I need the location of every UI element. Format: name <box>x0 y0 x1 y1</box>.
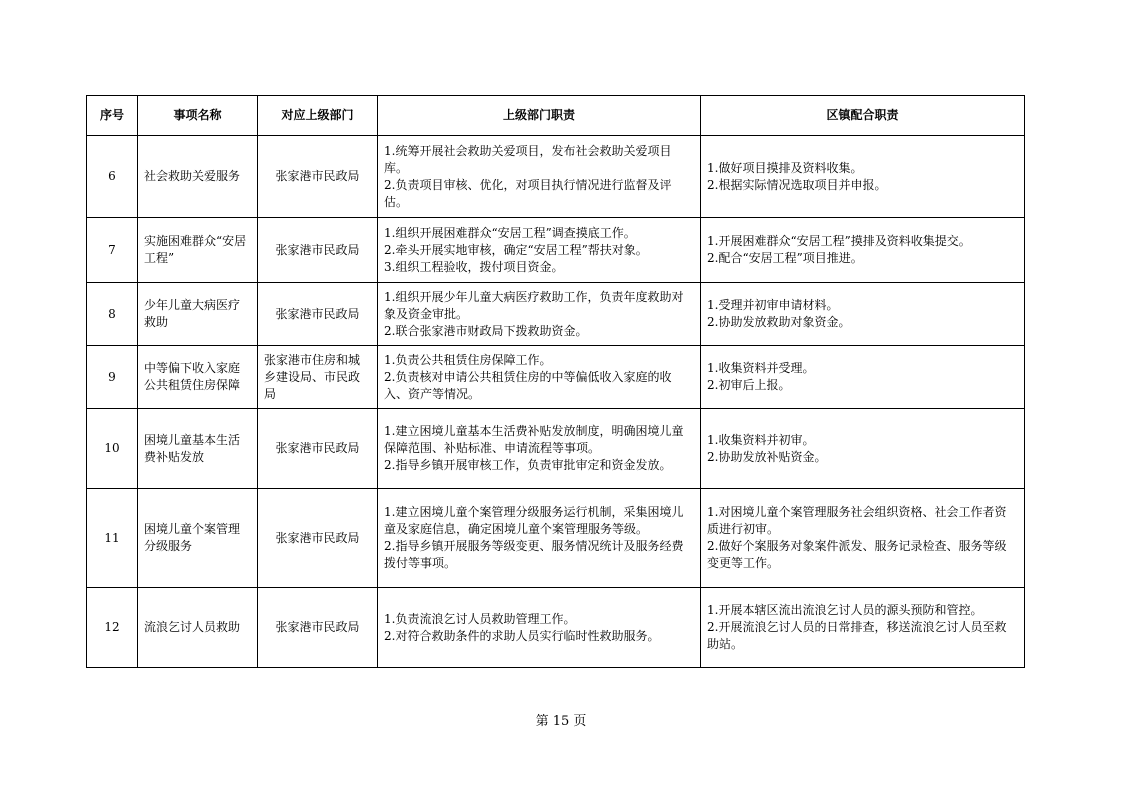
department-duties <box>378 489 701 588</box>
item-name: 中等偏下收入家庭公共租赁住房保障 <box>138 346 258 409</box>
department: 张家港市住房和城乡建设局、市民政局 <box>258 346 378 409</box>
duty-line: 1.统筹开展社会救助关爱项目，发布社会救助关爱项目库。 <box>384 143 672 175</box>
coop-line: 1.开展困难群众“安居工程”摸排及资料收集提交。 <box>707 234 971 248</box>
item-name: 社会救助关爱服务 <box>138 136 258 218</box>
coop-line: 1.收集资料并初审。 <box>707 432 815 447</box>
duty-line: 2.指导乡镇开展服务等级变更、服务情况统计及服务经费拨付等事项。 <box>384 539 684 570</box>
duty-line: 2.指导乡镇开展审核工作，负责审批审定和资金发放。 <box>384 458 672 472</box>
header-duty: 上级部门职责 <box>378 96 701 136</box>
table-row <box>87 283 1025 346</box>
item-name: 流浪乞讨人员救助 <box>138 588 258 668</box>
department-duties <box>378 136 701 218</box>
department: 张家港市民政局 <box>258 283 378 346</box>
header-no: 序号 <box>87 96 138 136</box>
table-row <box>87 489 1025 588</box>
department-duties <box>378 346 701 409</box>
item-name: 困境儿童基本生活费补贴发放 <box>138 409 258 489</box>
cooperation-duties <box>701 489 1025 588</box>
coop-line: 1.受理并初审申请材料。 <box>707 298 839 312</box>
header-row <box>87 96 1025 136</box>
duty-line: 2.牵头开展实地审核，确定“安居工程”帮扶对象。 <box>384 242 648 257</box>
duty-line: 2.联合张家港市财政局下拨救助资金。 <box>384 323 588 338</box>
header-dept: 对应上级部门 <box>258 96 378 136</box>
department: 张家港市民政局 <box>258 588 378 668</box>
coop-line: 2.根据实际情况选取项目并申报。 <box>707 177 887 192</box>
table-row <box>87 409 1025 489</box>
department: 张家港市民政局 <box>258 489 378 588</box>
coop-line: 1.收集资料并受理。 <box>707 361 815 375</box>
department-duties <box>378 218 701 283</box>
department-duties <box>378 409 701 489</box>
cooperation-duties <box>701 218 1025 283</box>
header-coop: 区镇配合职责 <box>701 96 1025 136</box>
duty-line: 1.组织开展少年儿童大病医疗救助工作，负责年度救助对象及资金审批。 <box>384 289 684 321</box>
department-duties <box>378 283 701 346</box>
duty-line: 1.负责公共租赁住房保障工作。 <box>384 352 552 367</box>
coop-line: 2.开展流浪乞讨人员的日常排查，移送流浪乞讨人员至救助站。 <box>707 620 1007 651</box>
cooperation-duties <box>701 283 1025 346</box>
page-number: 第 15 页 <box>535 714 587 729</box>
duty-line: 2.负责核对申请公共租赁住房的中等偏低收入家庭的收入、资产等情况。 <box>384 369 672 401</box>
duty-line: 1.建立困境儿童基本生活费补贴发放制度，明确困境儿童保障范围、补贴标准、申请流程等事项。 <box>384 424 684 455</box>
row-number: 7 <box>87 218 138 283</box>
coop-line: 2.初审后上报。 <box>707 378 791 392</box>
item-name: 实施困难群众“安居工程” <box>138 218 258 283</box>
cooperation-duties <box>701 346 1025 409</box>
row-number: 8 <box>87 283 138 346</box>
row-number: 6 <box>87 136 138 218</box>
row-number: 11 <box>87 489 138 588</box>
coop-line: 1.做好项目摸排及资料收集。 <box>707 160 863 175</box>
duty-line: 2.负责项目审核、优化，对项目执行情况进行监督及评估。 <box>384 177 672 209</box>
item-name: 少年儿童大病医疗救助 <box>138 283 258 346</box>
cooperation-duties <box>701 136 1025 218</box>
coop-line: 2.配合“安居工程”项目推进。 <box>707 251 863 265</box>
row-number: 9 <box>87 346 138 409</box>
table-row <box>87 346 1025 409</box>
duty-line: 3.组织工程验收，拨付项目资金。 <box>384 259 564 274</box>
table-row <box>87 588 1025 668</box>
row-number: 12 <box>87 588 138 668</box>
coop-line: 1.对困境儿童个案管理服务社会组织资格、社会工作者资质进行初审。 <box>707 505 1007 536</box>
department: 张家港市民政局 <box>258 136 378 218</box>
coop-line: 2.协助发放救助对象资金。 <box>707 315 851 329</box>
duty-line: 1.组织开展困难群众“安居工程”调查摸底工作。 <box>384 225 636 240</box>
cooperation-duties <box>701 409 1025 489</box>
coop-line: 2.做好个案服务对象案件派发、服务记录检查、服务等级变更等工作。 <box>707 539 1007 570</box>
table-row <box>87 136 1025 218</box>
duty-line: 1.建立困境儿童个案管理分级服务运行机制，采集困境儿童及家庭信息，确定困境儿童个案管理服务等级。 <box>384 505 684 536</box>
table-row <box>87 218 1025 283</box>
coop-line: 1.开展本辖区流出流浪乞讨人员的源头预防和管控。 <box>707 603 983 617</box>
department: 张家港市民政局 <box>258 218 378 283</box>
duty-table <box>86 95 1025 668</box>
row-number: 10 <box>87 409 138 489</box>
coop-line: 2.协助发放补贴资金。 <box>707 449 827 464</box>
item-name: 困境儿童个案管理分级服务 <box>138 489 258 588</box>
duty-line: 2.对符合救助条件的求助人员实行临时性救助服务。 <box>384 628 660 643</box>
header-name: 事项名称 <box>138 96 258 136</box>
department: 张家港市民政局 <box>258 409 378 489</box>
duty-line: 1.负责流浪乞讨人员救助管理工作。 <box>384 611 576 626</box>
department-duties <box>378 588 701 668</box>
cooperation-duties <box>701 588 1025 668</box>
